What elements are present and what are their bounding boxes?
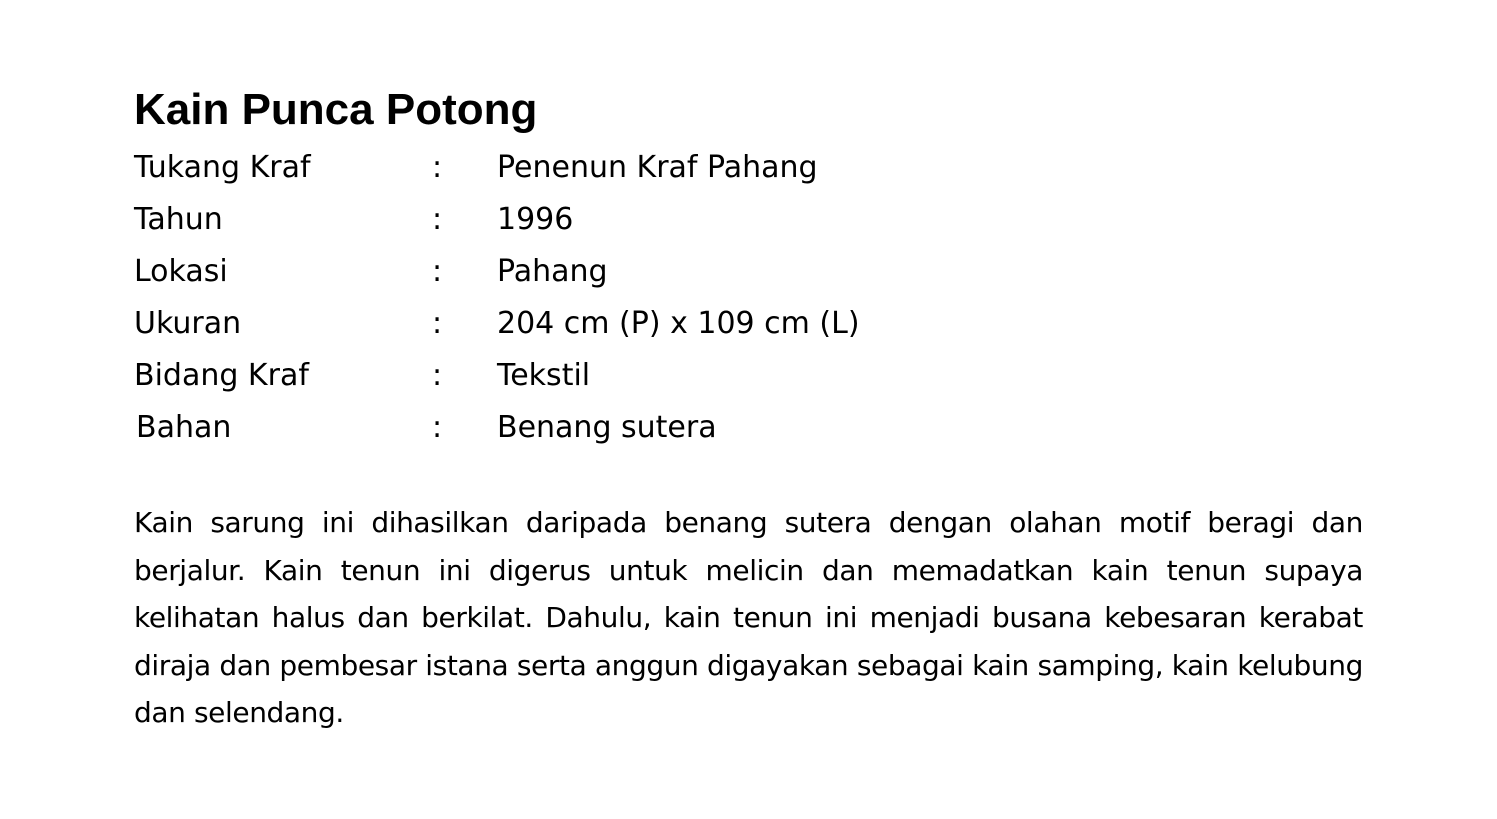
detail-label: Bahan [136,410,232,445]
detail-label: Tukang Kraf [134,150,311,185]
detail-separator: : [432,202,443,237]
detail-row-bahan [134,402,1134,454]
detail-row-tahun [134,194,1134,246]
detail-separator: : [432,410,443,445]
page-title: Kain Punca Potong [134,85,538,134]
details-table [134,142,1134,454]
detail-value: Penenun Kraf Pahang [497,150,818,185]
detail-separator: : [432,358,443,393]
detail-row-tukang-kraf [134,142,1134,194]
detail-value: Benang sutera [497,410,717,445]
detail-row-ukuran [134,298,1134,350]
detail-value: Pahang [497,254,608,289]
detail-label: Lokasi [134,254,228,289]
detail-row-lokasi [134,246,1134,298]
detail-row-bidang-kraf [134,350,1134,402]
detail-value: 204 cm (P) x 109 cm (L) [497,306,860,341]
description-paragraph: Kain sarung ini dihasilkan daripada benang sutera dengan olahan motif beragi dan berjalur. Kain tenun ini digerus untuk melicin dan memadatkan kain tenun supaya kelihatan halus dan berkilat. Dahulu, kain tenun ini menjadi busana kebesaran kerabat diraja dan pembesar istana serta anggun digayakan sebagai kain samping, kain kelubung dan selendang. [134,506,1363,729]
detail-label: Bidang Kraf [134,358,309,393]
detail-separator: : [432,306,443,341]
detail-label: Tahun [134,202,223,237]
detail-label: Ukuran [134,306,242,341]
detail-value: Tekstil [497,358,591,393]
detail-value: 1996 [497,202,574,237]
detail-separator: : [432,254,443,289]
detail-separator: : [432,150,443,185]
